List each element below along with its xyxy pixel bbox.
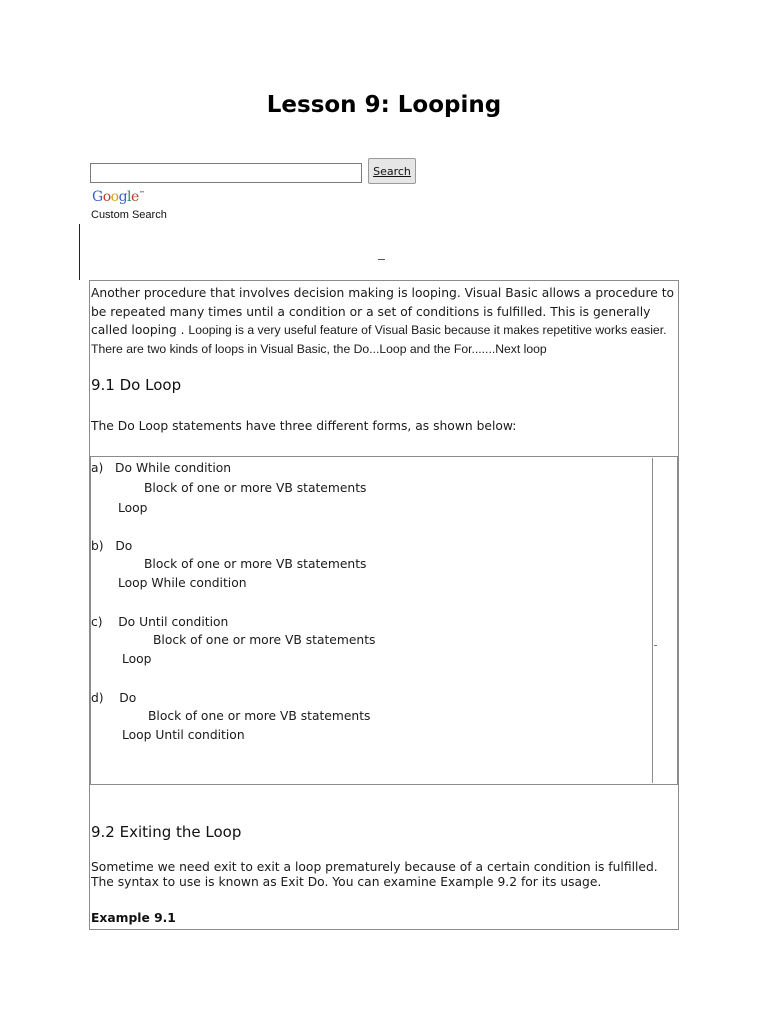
code-line: d) Do — [91, 691, 137, 705]
google-logo-text — [92, 189, 139, 205]
code-line: a) Do While condition — [91, 461, 232, 475]
section-heading-exiting-loop: 9.2 Exiting the Loop — [91, 823, 242, 841]
code-line: Loop — [118, 501, 148, 515]
code-line: Loop Until condition — [122, 728, 245, 742]
intro-paragraph — [91, 284, 677, 358]
page-title: Lesson 9: Looping — [266, 92, 502, 118]
google-logo — [92, 189, 144, 205]
section-heading-do-loop: 9.1 Do Loop — [91, 376, 182, 394]
do-loop-intro: The Do Loop statements have three different forms, as shown below: — [91, 419, 517, 433]
google-logo-tm: ™ — [138, 190, 145, 198]
exiting-loop-paragraph: Sometime we need exit to exit a loop prematurely because of a certain condition is fulfilled. The syntax to use is known as Exit Do. You can examine Example 9.2 for its usage. — [91, 860, 658, 889]
search-button[interactable]: Search — [368, 158, 416, 184]
vertical-divider — [79, 224, 80, 280]
intro-text-2: Looping is a very useful feature of Visual Basic because it makes repetitive works easier. There are two kinds of loops in Visual Basic, the Do...Loop and the For.......Next loop — [91, 323, 667, 356]
google-logo-letter: g — [118, 189, 128, 205]
google-logo-letter: o — [110, 189, 119, 205]
dash-mark — [378, 259, 385, 260]
google-logo-letter: e — [131, 189, 139, 205]
google-logo-letter: l — [127, 189, 132, 205]
code-line: Block of one or more VB statements — [153, 633, 376, 647]
code-line: Loop While condition — [118, 576, 247, 590]
intro-text-1: Another procedure that involves decision making is looping. Visual Basic allows a procedure to be repeated many times until a condition or a set of conditions is fulfilled. This is generally called looping . — [91, 286, 675, 337]
scroll-tick — [654, 645, 657, 646]
code-line: c) Do Until condition — [91, 615, 229, 629]
code-line: Block of one or more VB statements — [148, 709, 371, 723]
google-logo-letter: o — [102, 189, 111, 205]
search-input[interactable] — [90, 163, 362, 183]
custom-search-caption: Custom Search — [91, 209, 167, 221]
code-line: b) Do — [91, 539, 133, 553]
code-line: Block of one or more VB statements — [144, 481, 367, 495]
example-label: Example 9.1 — [91, 911, 176, 925]
code-line: Loop — [122, 652, 152, 666]
google-logo-letter: G — [92, 189, 103, 205]
code-line: Block of one or more VB statements — [144, 557, 367, 571]
